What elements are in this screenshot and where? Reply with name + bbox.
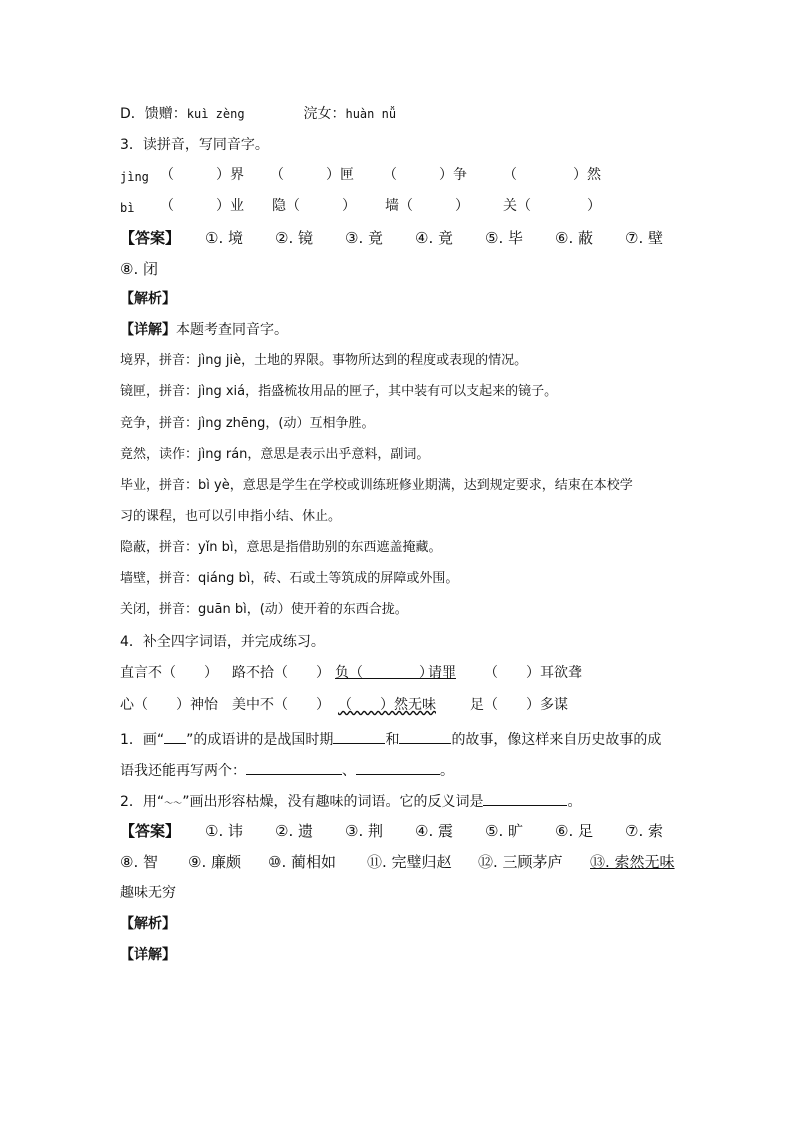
q4-word: 路不拾（ ） (232, 665, 330, 681)
q3-detail-label: 【详解】 (120, 322, 176, 338)
q4-word: 美中不（ ） (232, 697, 330, 713)
sub1-text: ”的成语讲的是战国时期 (186, 732, 334, 748)
answer-blank (164, 729, 186, 744)
q3-row2-item: 隐（ ） (272, 198, 356, 214)
answer-item: ⑩. 蔺相如 (268, 853, 336, 871)
sub1-text: 语我还能再写两个： (120, 763, 246, 779)
q4-word: 负（ ） (335, 665, 433, 681)
sub2-text: ”画出形容枯燥，没有趣味的词语。它的反义词是 (182, 794, 484, 810)
answer-item: ②. 镜 (275, 229, 313, 247)
q3-analysis-label: 【解析】 (120, 291, 176, 307)
q4-analysis-label: 【解析】 (120, 916, 176, 932)
q3-explain-line: 习的课程，也可以引申指小结、休止。 (120, 509, 342, 524)
q3-title: 3．读拼音，写同音字。 (120, 137, 269, 153)
q3-row2-item: （ ）业 (160, 198, 244, 214)
answer-blank (333, 729, 385, 744)
q3-answer-label: 【答案】 (120, 229, 181, 247)
sub2-text: 2．用“ (120, 794, 165, 810)
answer-item: 趣味无穷 (120, 885, 176, 901)
q4-word: （ ）耳欲聋 (484, 665, 582, 681)
answer-blank (483, 791, 567, 806)
sub1-text: 1．画“ (120, 732, 165, 748)
answer-item: ③. 竟 (345, 229, 383, 247)
q3-row2-item: 墙（ ） (385, 198, 469, 214)
answer-item: ②. 遗 (275, 822, 313, 840)
q4-word: 请罪 (428, 665, 456, 681)
answer-item: ⑬. 索然无味 (590, 853, 675, 871)
q3-row2-item: 关（ ） (503, 198, 601, 214)
answer-item: ⑤. 旷 (485, 822, 523, 840)
option-d-word2: 浣女： (303, 106, 346, 122)
answer-item: ③. 荆 (345, 822, 383, 840)
q3-row1-pinyin: jìng (120, 170, 149, 184)
answer-blank (246, 760, 342, 775)
answer-item: ⑧. 闭 (120, 260, 158, 278)
q3-explain-line: 毕业，拼音：bì yè，意思是学生在学校或训练班修业期满，达到规定要求，结束在本校学 (120, 478, 633, 493)
sub1-text: 的故事，像这样来自历史故事的成 (451, 732, 662, 748)
answer-item: ①. 境 (205, 229, 243, 247)
q4-sub1-line2 (120, 760, 454, 780)
q3-row1-item: （ ）争 (383, 167, 467, 183)
option-d-pinyin2: huàn nǚ (345, 107, 397, 121)
answer-item: ⑦. 壁 (625, 229, 663, 247)
answer-item: ①. 讳 (205, 822, 243, 840)
q3-explain-line: 境界，拼音：jìng jiè，土地的界限。事物所达到的程度或表现的情况。 (120, 353, 528, 368)
answer-item: ⑥. 蔽 (555, 229, 593, 247)
answer-item: ⑧. 智 (120, 853, 158, 871)
q3-explain-line: 竞争，拼音：jìng zhēng，(动）互相争胜。 (120, 416, 375, 431)
q3-explain-line: 镜匣，拼音：jìng xiá，指盛梳妆用品的匣子，其中装有可以支起来的镜子。 (120, 384, 558, 399)
option-d-line (120, 105, 396, 123)
sub1-text: 。 (440, 763, 454, 779)
option-d-label: D．馈赠： (120, 106, 187, 122)
q3-detail-intro: 本题考查同音字。 (176, 322, 288, 338)
q4-word: 直言不（ ） (120, 665, 218, 681)
answer-item: ④. 竟 (415, 229, 453, 247)
q3-explain-line: 隐蔽，拼音：yǐn bì，意思是指借助别的东西遮盖掩藏。 (120, 540, 442, 555)
sub1-text: 、 (342, 763, 356, 779)
q4-sub1-line1 (120, 729, 661, 749)
answer-blank (356, 760, 440, 775)
answer-item: ⑫. 三顾茅庐 (478, 853, 563, 871)
q4-word: 心（ ）神怡 (120, 697, 218, 713)
q3-row1-item: （ ）然 (503, 167, 601, 183)
q4-word: 足（ ）多谋 (470, 697, 568, 713)
q3-row2-pinyin: bì (120, 201, 135, 215)
q3-explain-line: 墙壁，拼音：qiáng bì，砖、石或土等筑成的屏障或外围。 (120, 571, 459, 586)
q4-title: 4．补全四字词语，并完成练习。 (120, 634, 325, 650)
q4-sub2-line (120, 791, 581, 813)
q4-answer-label: 【答案】 (120, 822, 181, 840)
answer-item: ⑨. 廉颇 (188, 853, 241, 871)
q3-explain-line: 竟然，读作：jìng rán，意思是表示出乎意料，副词。 (120, 447, 430, 462)
sub1-text: 和 (385, 732, 400, 748)
wavy-line-mark: ～～ (164, 799, 183, 809)
sub2-text: 。 (567, 794, 582, 810)
option-d-pinyin: kuì zèng (186, 107, 245, 121)
q3-detail-line (120, 321, 288, 339)
answer-item: ⑦. 索 (625, 822, 663, 840)
answer-item: ④. 震 (415, 822, 453, 840)
q3-explain-line: 关闭，拼音：guān bì，(动）使开着的东西合拢。 (120, 602, 408, 617)
q4-word: （ ）然无味 (338, 697, 436, 713)
q4-detail-label: 【详解】 (120, 947, 176, 963)
q3-row1-item: （ ）界 (160, 167, 244, 183)
q3-row1-item: （ ）匣 (270, 167, 354, 183)
answer-blank (399, 729, 451, 744)
answer-item: ⑪. 完璧归赵 (367, 853, 452, 871)
answer-item: ⑥. 足 (555, 822, 593, 840)
answer-item: ⑤. 毕 (485, 229, 523, 247)
